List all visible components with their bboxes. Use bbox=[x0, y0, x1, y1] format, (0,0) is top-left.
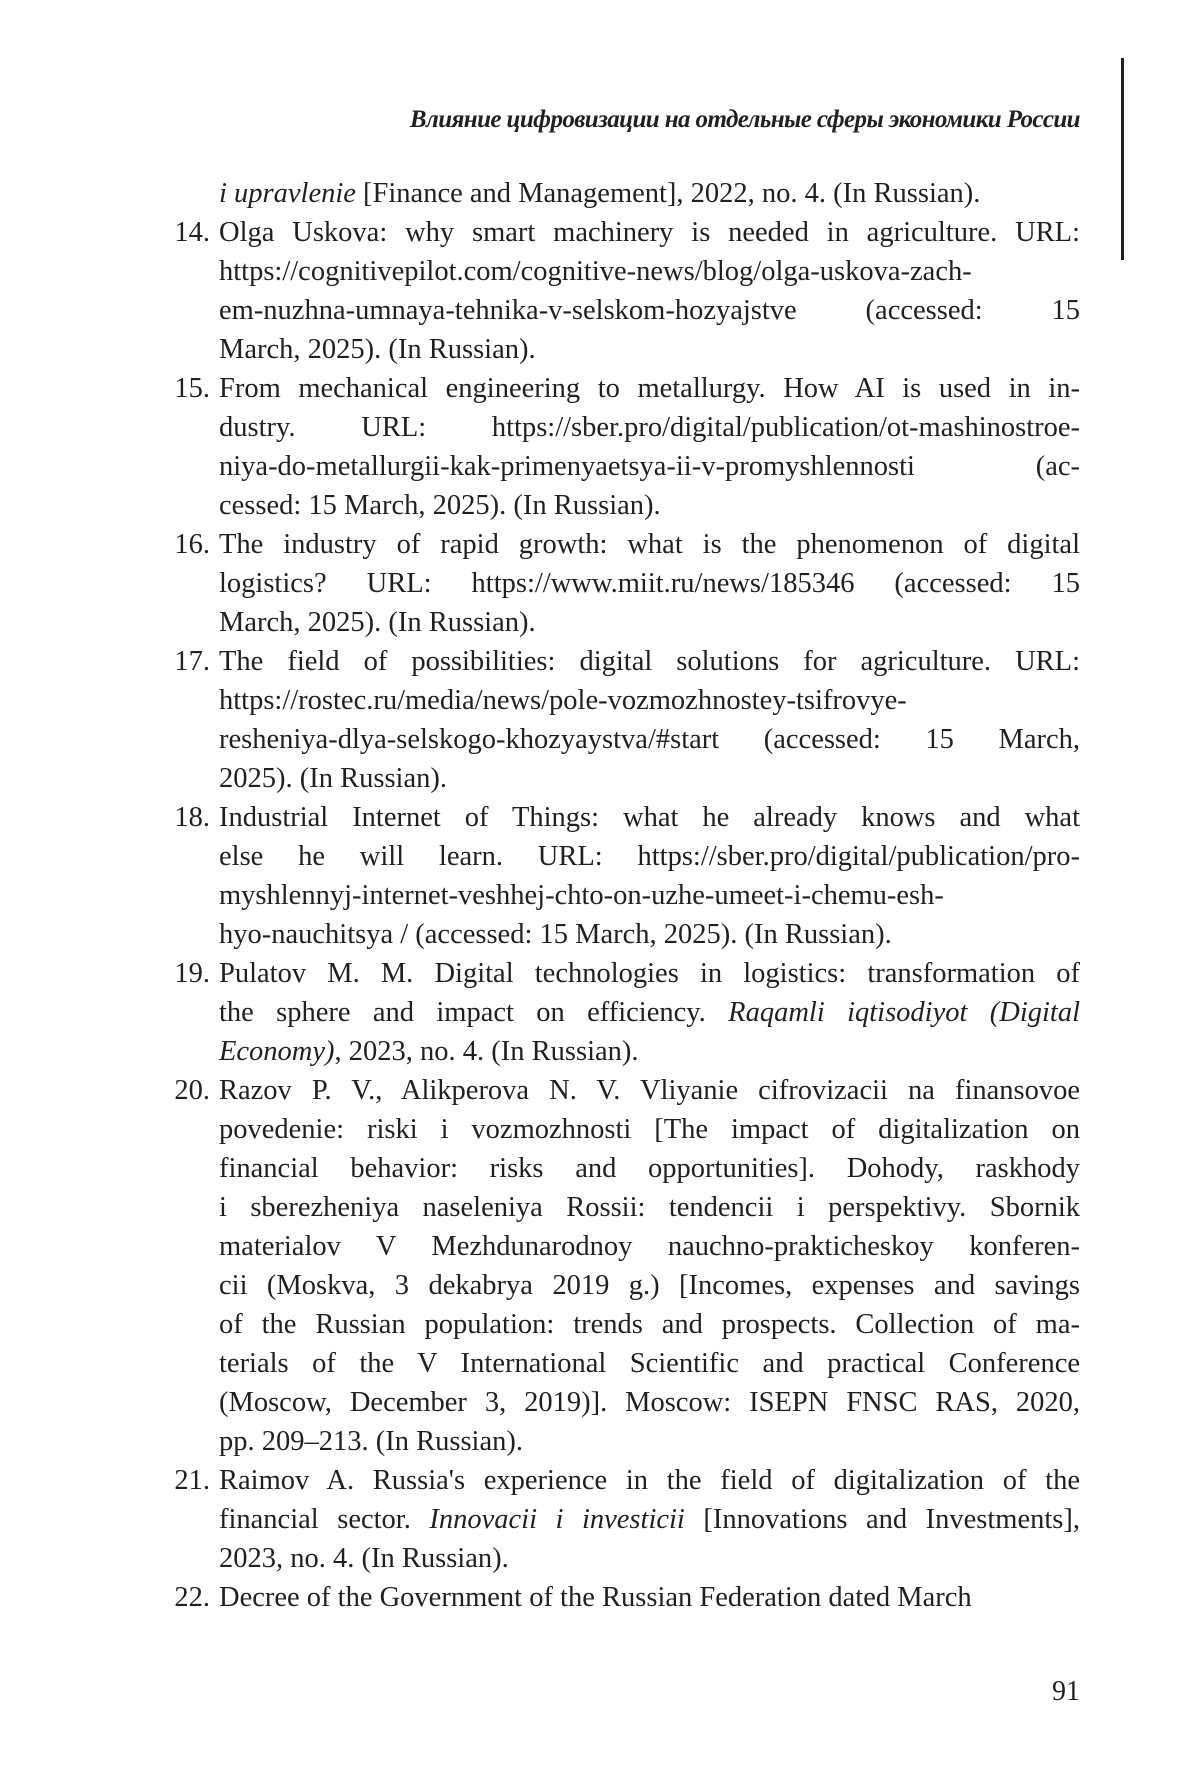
page-number: 91 bbox=[1052, 1676, 1080, 1708]
reference-text: logistics? URL: https://www.miit.ru/news/185346 (accessed: 15 bbox=[219, 568, 1080, 599]
reference-text: i sberezheniya naseleniya Rossii: tendencii i perspektivy. Sbornik bbox=[219, 1192, 1080, 1223]
reference-line bbox=[219, 1149, 1080, 1188]
reference-line bbox=[219, 1188, 1080, 1227]
reference-number: 18. bbox=[168, 798, 210, 837]
reference-entry bbox=[168, 174, 1080, 213]
reference-text: (Moscow, December 3, 2019)]. Moscow: ISEPN FNSC RAS, 2020, bbox=[219, 1387, 1080, 1418]
reference-text: Raimov A. Russia's experience in the field of digitalization of the bbox=[219, 1465, 1080, 1496]
reference-line bbox=[219, 1227, 1080, 1266]
reference-text: March, 2025). (In Russian). bbox=[219, 334, 536, 365]
reference-text: , 2023, no. 4. (In Russian). bbox=[335, 1036, 639, 1067]
reference-entry bbox=[168, 1071, 1080, 1461]
reference-text: em-nuzhna-umnaya-tehnika-v-selskom-hozyajstve (accessed: 15 bbox=[219, 295, 1080, 326]
reference-text: the sphere and impact on efficiency. bbox=[219, 997, 728, 1028]
running-head: Влияние цифровизации на отдельные сферы экономики России bbox=[410, 106, 1080, 134]
reference-number: 22. bbox=[168, 1578, 210, 1617]
reference-entry bbox=[168, 525, 1080, 642]
reference-line bbox=[219, 954, 1080, 993]
reference-text: Industrial Internet of Things: what he already knows and what bbox=[219, 802, 1080, 833]
reference-text: https://rostec.ru/media/news/pole-vozmozhnostey-tsifrovye- bbox=[219, 685, 907, 716]
reference-number: 14. bbox=[168, 213, 210, 252]
reference-line bbox=[219, 1110, 1080, 1149]
reference-text: 2025). (In Russian). bbox=[219, 763, 447, 794]
reference-line bbox=[219, 1383, 1080, 1422]
reference-text: March, 2025). (In Russian). bbox=[219, 607, 536, 638]
reference-text: https://cognitivepilot.com/cognitive-news/blog/olga-uskova-zach- bbox=[219, 256, 972, 287]
reference-line bbox=[219, 291, 1080, 330]
reference-line bbox=[219, 369, 1080, 408]
italic-title: i upravlenie bbox=[219, 178, 356, 209]
reference-text: [Finance and Management], 2022, no. 4. (In Russian). bbox=[356, 178, 980, 209]
reference-line bbox=[219, 564, 1080, 603]
reference-line bbox=[219, 1071, 1080, 1110]
reference-text: Olga Uskova: why smart machinery is needed in agriculture. URL: bbox=[219, 217, 1080, 248]
reference-number: 16. bbox=[168, 525, 210, 564]
reference-line bbox=[219, 252, 1080, 291]
reference-text: The industry of rapid growth: what is the phenomenon of digital bbox=[219, 529, 1080, 560]
reference-line bbox=[219, 603, 1080, 642]
reference-number: 15. bbox=[168, 369, 210, 408]
reference-line bbox=[219, 837, 1080, 876]
reference-text: resheniya-dlya-selskogo-khozyaystva/#start (accessed: 15 March, bbox=[219, 724, 1080, 755]
reference-text: Razov P. V., Alikperova N. V. Vliyanie cifrovizacii na finansovoe bbox=[219, 1075, 1080, 1106]
reference-text: financial behavior: risks and opportunities]. Dohody, raskhody bbox=[219, 1153, 1080, 1184]
margin-rule bbox=[1121, 58, 1124, 260]
reference-line bbox=[219, 174, 1080, 213]
reference-line bbox=[219, 993, 1080, 1032]
reference-text: of the Russian population: trends and prospects. Collection of ma- bbox=[219, 1309, 1080, 1340]
reference-text: terials of the V International Scientific and practical Conference bbox=[219, 1348, 1080, 1379]
reference-number: 21. bbox=[168, 1461, 210, 1500]
reference-number: 19. bbox=[168, 954, 210, 993]
reference-line bbox=[219, 1461, 1080, 1500]
reference-line bbox=[219, 1500, 1080, 1539]
reference-line bbox=[219, 1266, 1080, 1305]
reference-text: else he will learn. URL: https://sber.pro/digital/publication/pro- bbox=[219, 841, 1080, 872]
reference-line bbox=[219, 1578, 1080, 1617]
reference-text: niya-do-metallurgii-kak-primenyaetsya-ii-v-promyshlennosti (ac- bbox=[219, 451, 1080, 482]
reference-text: From mechanical engineering to metallurgy. How AI is used in in- bbox=[219, 373, 1080, 404]
italic-title: Economy) bbox=[219, 1036, 335, 1067]
reference-line bbox=[219, 876, 1080, 915]
reference-number: 17. bbox=[168, 642, 210, 681]
reference-text: pp. 209–213. (In Russian). bbox=[219, 1426, 523, 1457]
reference-text: cessed: 15 March, 2025). (In Russian). bbox=[219, 490, 661, 521]
reference-line bbox=[219, 408, 1080, 447]
reference-line bbox=[219, 525, 1080, 564]
reference-text: myshlennyj-internet-veshhej-chto-on-uzhe-umeet-i-chemu-esh- bbox=[219, 880, 944, 911]
reference-line bbox=[219, 447, 1080, 486]
reference-entry bbox=[168, 798, 1080, 954]
reference-line bbox=[219, 642, 1080, 681]
reference-line bbox=[219, 681, 1080, 720]
reference-line bbox=[219, 1422, 1080, 1461]
reference-text: hyo-nauchitsya / (accessed: 15 March, 2025). (In Russian). bbox=[219, 919, 892, 950]
reference-line bbox=[219, 486, 1080, 525]
reference-line bbox=[219, 915, 1080, 954]
reference-entry bbox=[168, 369, 1080, 525]
reference-text: Decree of the Government of the Russian Federation dated March bbox=[219, 1582, 972, 1613]
reference-line bbox=[219, 798, 1080, 837]
italic-title: Raqamli iqtisodiyot (Digital bbox=[728, 997, 1080, 1028]
italic-title: Innovacii i investicii bbox=[429, 1504, 684, 1535]
reference-text: materialov V Mezhdunarodnoy nauchno-prakticheskoy konferen- bbox=[219, 1231, 1080, 1262]
reference-entry bbox=[168, 213, 1080, 369]
reference-number: 20. bbox=[168, 1071, 210, 1110]
reference-entry bbox=[168, 1461, 1080, 1578]
reference-list bbox=[168, 174, 1080, 1617]
reference-line bbox=[219, 1344, 1080, 1383]
reference-text: financial sector. bbox=[219, 1504, 429, 1535]
reference-entry bbox=[168, 954, 1080, 1071]
reference-text: Pulatov M. M. Digital technologies in logistics: transformation of bbox=[219, 958, 1080, 989]
reference-text: The field of possibilities: digital solutions for agriculture. URL: bbox=[219, 646, 1080, 677]
reference-line bbox=[219, 213, 1080, 252]
reference-line bbox=[219, 1539, 1080, 1578]
reference-entry bbox=[168, 642, 1080, 798]
reference-line bbox=[219, 1305, 1080, 1344]
reference-line bbox=[219, 1032, 1080, 1071]
reference-line bbox=[219, 330, 1080, 369]
reference-line bbox=[219, 759, 1080, 798]
reference-text: [Innovations and Investments], bbox=[685, 1504, 1080, 1535]
reference-text: cii (Moskva, 3 dekabrya 2019 g.) [Incomes, expenses and savings bbox=[219, 1270, 1080, 1301]
reference-entry bbox=[168, 1578, 1080, 1617]
reference-text: 2023, no. 4. (In Russian). bbox=[219, 1543, 509, 1574]
reference-line bbox=[219, 720, 1080, 759]
reference-text: povedenie: riski i vozmozhnosti [The impact of digitalization on bbox=[219, 1114, 1080, 1145]
reference-text: dustry. URL: https://sber.pro/digital/publication/ot-mashinostroe- bbox=[219, 412, 1080, 443]
